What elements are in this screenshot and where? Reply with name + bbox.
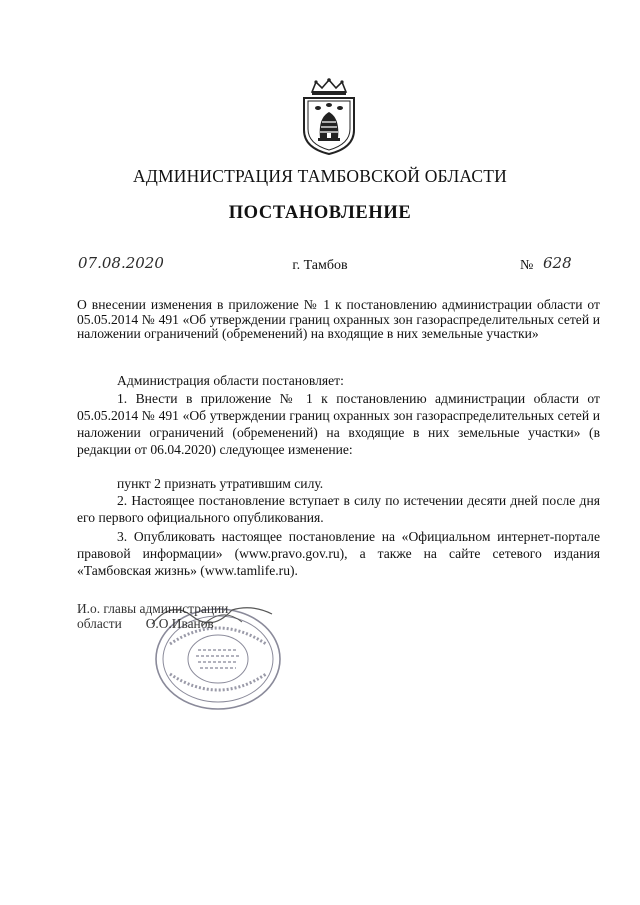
paragraph-1-text: 1. Внести в приложение № 1 к постановлению администрации области от 05.05.2014 № 491 «Об утверждении границ охранных зон газораспределительных сетей и наложении ограничений (обременений) на входящие в них земельные участки» (в редакции от 06.04.2020) следующее изменение: [77, 391, 600, 457]
number-label: № [520, 258, 534, 273]
coat-of-arms-icon [298, 78, 360, 156]
paragraph-2 [77, 492, 600, 526]
city-label: г. Тамбов [292, 258, 348, 273]
org-title: АДМИНИСТРАЦИЯ ТАМБОВСКОЙ ОБЛАСТИ [133, 166, 507, 186]
paragraph-1 [77, 390, 600, 458]
paragraph-3 [77, 528, 600, 579]
paragraph-3-text: 3. Опубликовать настоящее постановление на «Официальном интернет-портале правовой информации» (www.pravo.gov.ru), а также на сайте сетевого издания «Тамбовская жизнь» (www.tamlife.ru). [77, 529, 600, 578]
signer-position-line-2-text: области [77, 616, 122, 631]
document-subject: О внесении изменения в приложение № 1 к постановлению администрации области от 05.05.2014 № 491 «Об утверждении границ охранных зон газораспределительных сетей и наложении ограничений (обременений) на входящие в них земельные участки» [77, 297, 600, 342]
doc-type-title: ПОСТАНОВЛЕНИЕ [228, 203, 412, 223]
handwritten-date: 07.08.2020 [78, 254, 164, 272]
signature-block [77, 601, 228, 631]
paragraph-1b-text: пункт 2 признать утратившим силу. [117, 476, 324, 491]
signer-position-line-1: И.о. главы администрации [77, 601, 229, 616]
intro-paragraph [77, 372, 600, 389]
signer-position-line-2 [77, 616, 228, 631]
intro-text: Администрация области постановляет: [117, 373, 344, 388]
handwritten-number: 628 [543, 254, 572, 272]
paragraph-2-text: 2. Настоящее постановление вступает в силу по истечении десяти дней после дня его первого официального опубликования. [77, 493, 600, 525]
paragraph-1-continuation [77, 475, 600, 492]
signer-name: О.О.Иванов [145, 616, 214, 631]
